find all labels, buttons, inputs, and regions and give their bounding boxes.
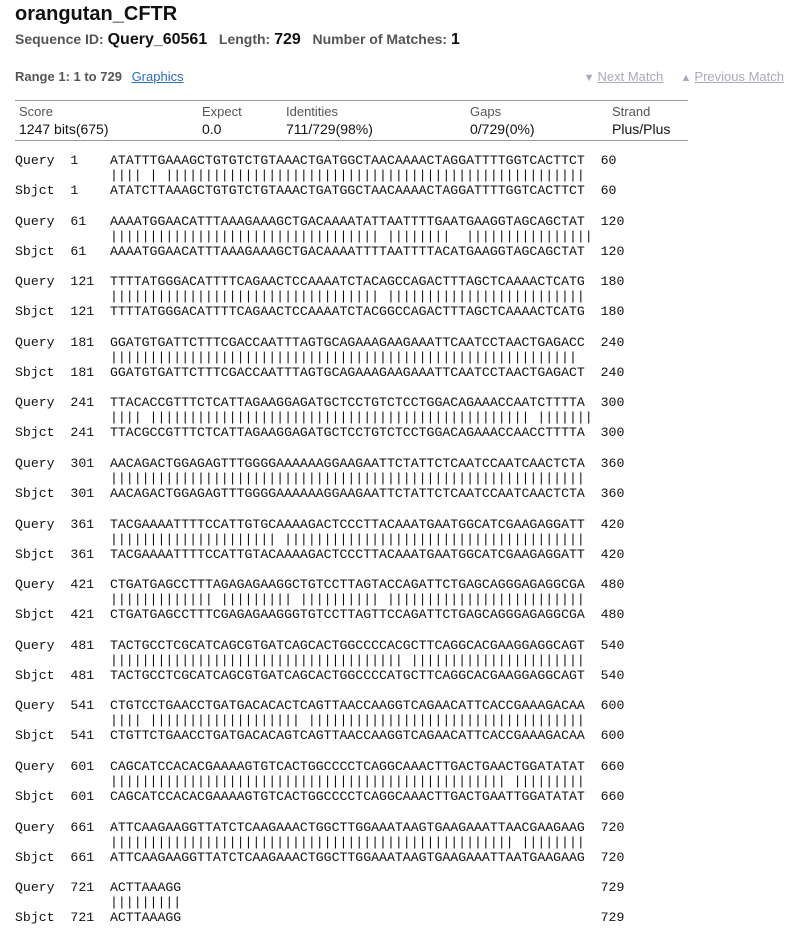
match-markers: ||||||||||||| ||||||||| |||||||||| ||||||||||||||||||||||||| <box>109 592 585 608</box>
subject-label: Sbjct <box>15 364 71 380</box>
subject-start: 721 <box>70 910 110 926</box>
match-spacer <box>15 774 110 789</box>
subject-label: Sbjct <box>15 607 71 623</box>
page-title: orangutan_CFTR <box>15 3 178 25</box>
query-line <box>15 456 624 471</box>
match-spacer <box>15 229 110 244</box>
subject-start: 661 <box>70 849 110 865</box>
match-spacer <box>15 592 110 607</box>
match-spacer <box>15 350 110 365</box>
subject-sequence: GGATGTGATTCTTTCGACCAATTTAGTGCAGAAAGAAGAAATTCAATCCTAACTGAGACT <box>109 364 601 380</box>
query-label: Query <box>15 698 71 714</box>
matches-label: Number of Matches: <box>312 31 448 47</box>
alignment-block <box>15 759 624 820</box>
query-sequence: TACGAAAATTTTCCATTGTGCAAAAGACTCCCTTACAAATGAATGGCATCGAAGAGGATT <box>109 516 601 532</box>
subject-label: Sbjct <box>15 910 71 926</box>
match-line <box>15 350 624 365</box>
stats-identities: 711/729(98%) <box>282 119 466 141</box>
stats-header-identities: Identities <box>282 101 466 120</box>
alignment-block <box>15 274 624 335</box>
query-end: 360 <box>600 455 625 471</box>
match-line <box>15 653 624 668</box>
subject-line <box>15 486 624 501</box>
query-line <box>15 214 624 229</box>
subject-label: Sbjct <box>15 788 71 804</box>
subject-label: Sbjct <box>15 849 71 865</box>
subject-start: 1 <box>70 183 110 198</box>
query-label: Query <box>15 153 71 168</box>
subject-line <box>15 304 624 319</box>
subject-start: 181 <box>70 364 110 380</box>
subject-start: 601 <box>70 788 110 804</box>
query-start: 721 <box>70 880 110 896</box>
query-start: 61 <box>70 213 110 229</box>
match-markers: ||||||||||||||||||||||||||||||||||||||||||||||||||||||||||| <box>109 349 585 365</box>
query-line <box>15 517 624 532</box>
match-markers: |||||||||||||||||||||||||||||||||||||||||||||||||| ||||||||| <box>109 773 585 789</box>
query-label: Query <box>15 455 71 471</box>
query-line <box>15 274 624 289</box>
subject-line <box>15 728 624 743</box>
query-label: Query <box>15 637 71 653</box>
query-label: Query <box>15 758 71 774</box>
previous-match-link[interactable]: Previous Match <box>694 69 784 84</box>
length-value: 729 <box>274 31 301 48</box>
stats-header-strand: Strand <box>608 101 688 120</box>
match-spacer <box>15 471 110 486</box>
subject-start: 361 <box>70 546 110 562</box>
match-spacer <box>15 532 110 547</box>
subject-label: Sbjct <box>15 304 71 320</box>
subject-start: 541 <box>70 728 110 744</box>
subject-sequence: TACGAAAATTTTCCATTGTACAAAAGACTCCCTTACAAATGAATGGCATCGAAGAGGATT <box>109 546 601 562</box>
query-start: 1 <box>70 153 110 168</box>
query-end: 660 <box>600 758 625 774</box>
query-label: Query <box>15 274 71 290</box>
alignment-block <box>15 214 624 275</box>
subject-label: Sbjct <box>15 485 71 501</box>
match-markers: ||||||||||||||||||||||||||||||||||||||||||||||||||| |||||||| <box>109 834 585 850</box>
query-label: Query <box>15 577 71 593</box>
up-triangle-icon: ▲ <box>680 72 692 84</box>
match-markers: |||||||||||||||||||||||||||||||||||||||||||||||||||||||||||| <box>109 470 585 486</box>
query-label: Query <box>15 516 71 532</box>
match-spacer <box>15 895 110 910</box>
match-line <box>15 410 624 425</box>
subject-line <box>15 183 624 198</box>
query-end: 729 <box>600 880 625 896</box>
match-markers: ||||||||| <box>109 895 182 911</box>
subject-sequence: AACAGACTGGAGAGTTTGGGGAAAAAAGGAAGAATTCTATTCTCAATCCAATCAACTCTA <box>109 485 601 501</box>
query-sequence: ATATTTGAAAGCTGTGTCTGTAAACTGATGGCTAACAAAACTAGGATTTTGGTCACTTCT <box>109 153 601 168</box>
alignment-block <box>15 577 624 638</box>
query-end: 300 <box>600 395 625 411</box>
query-sequence: TTTTATGGGACATTTTCAGAACTCCAAAATCTACAGCCAGACTTTAGCTCAAAACTCATG <box>109 274 601 290</box>
stats-score: 1247 bits(675) <box>15 119 198 141</box>
stats-gaps: 0/729(0%) <box>466 119 608 141</box>
match-line <box>15 592 624 607</box>
query-start: 361 <box>70 516 110 532</box>
query-line <box>15 880 624 895</box>
query-line <box>15 638 624 653</box>
stats-expect: 0.0 <box>198 119 282 141</box>
query-label: Query <box>15 213 71 229</box>
subject-end: 420 <box>600 546 625 562</box>
query-label: Query <box>15 819 71 835</box>
query-label: Query <box>15 880 71 896</box>
match-line <box>15 713 624 728</box>
stats-header-score: Score <box>15 101 198 120</box>
alignment-stats-table <box>15 100 688 141</box>
match-markers: |||| | ||||||||||||||||||||||||||||||||||||||||||||||||||||| <box>109 168 585 183</box>
subject-start: 301 <box>70 485 110 501</box>
match-line <box>15 774 624 789</box>
match-navigation <box>584 69 784 84</box>
next-match-link[interactable]: Next Match <box>597 69 664 84</box>
query-line <box>15 820 624 835</box>
query-start: 481 <box>70 637 110 653</box>
match-spacer <box>15 835 110 850</box>
match-spacer <box>15 653 110 668</box>
query-sequence: CTGATGAGCCTTTAGAGAGAAGGCTGTCCTTAGTACCAGATTCTGAGCAGGGAGAGGCGA <box>109 577 601 593</box>
subject-line <box>15 365 624 380</box>
match-markers: ||||||||||||||||||||| |||||||||||||||||||||||||||||||||||||| <box>109 531 585 547</box>
match-markers: |||||||||||||||||||||||||||||||||| |||||||| |||||||||||||||| <box>109 228 593 244</box>
subject-label: Sbjct <box>15 546 71 562</box>
query-start: 301 <box>70 455 110 471</box>
graphics-link[interactable]: Graphics <box>131 69 184 84</box>
query-end: 480 <box>600 577 625 593</box>
query-sequence: CAGCATCCACACGAAAAGTGTCACTGGCCCCTCAGGCAAACTTGACTGAACTGGATATAT <box>109 758 601 774</box>
subject-end: 60 <box>600 183 617 198</box>
stats-header-row <box>15 101 688 120</box>
subject-sequence: TTTTATGGGACATTTTCAGAACTCCAAAATCTACGGCCAGACTTTAGCTCAAAACTCATG <box>109 304 601 320</box>
match-line <box>15 895 624 910</box>
alignment-view <box>15 153 624 941</box>
matches-value: 1 <box>450 31 460 48</box>
query-start: 241 <box>70 395 110 411</box>
subject-label: Sbjct <box>15 243 71 259</box>
stats-header-expect: Expect <box>198 101 282 120</box>
match-line <box>15 835 624 850</box>
subject-end: 729 <box>600 910 625 926</box>
subject-end: 480 <box>600 607 625 623</box>
query-end: 420 <box>600 516 625 532</box>
subject-sequence: ATATCTTAAAGCTGTGTCTGTAAACTGATGGCTAACAAAACTAGGATTTTGGTCACTTCT <box>109 183 601 198</box>
query-end: 720 <box>600 819 625 835</box>
query-sequence: TACTGCCTCGCATCAGCGTGATCAGCACTGGCCCCACGCTTCAGGCACGAAGGAGGCAGT <box>109 637 601 653</box>
subject-end: 300 <box>600 425 625 441</box>
query-sequence: AACAGACTGGAGAGTTTGGGGAAAAAAGGAAGAATTCTATTCTCAATCCAATCAACTCTA <box>109 455 601 471</box>
length-label: Length: <box>218 31 271 47</box>
subject-sequence: TTACGCCGTTTCTCATTAGAAGGAGATGCTCCTGTCTCCTGGACAGAAACCAACCTTTTA <box>109 425 601 441</box>
query-sequence: AAAATGGAACATTTAAAGAAAGCTGACAAAATATTAATTTTGAATGAAGGTAGCAGCTAT <box>109 213 601 229</box>
query-line <box>15 153 624 168</box>
query-sequence: ACTTAAAGG <box>109 880 601 896</box>
alignment-block <box>15 820 624 881</box>
query-end: 120 <box>600 213 625 229</box>
subject-end: 240 <box>600 364 625 380</box>
match-spacer <box>15 289 110 304</box>
query-start: 181 <box>70 334 110 350</box>
match-line <box>15 532 624 547</box>
match-line <box>15 289 624 304</box>
stats-value-row <box>15 119 688 141</box>
stats-strand: Plus/Plus <box>608 119 688 141</box>
subject-label: Sbjct <box>15 425 71 441</box>
subject-line <box>15 668 624 683</box>
sequence-id-value: Query_60561 <box>107 31 208 48</box>
query-label: Query <box>15 395 71 411</box>
subject-start: 481 <box>70 667 110 683</box>
subject-line <box>15 789 624 804</box>
match-spacer <box>15 713 110 728</box>
alignment-block <box>15 153 624 214</box>
query-line <box>15 395 624 410</box>
subject-label: Sbjct <box>15 183 71 198</box>
subject-line <box>15 425 624 440</box>
match-markers: ||||||||||||||||||||||||||||||||||||| |||||||||||||||||||||| <box>109 652 585 668</box>
query-start: 601 <box>70 758 110 774</box>
match-line <box>15 168 624 183</box>
match-markers: |||| ||||||||||||||||||| ||||||||||||||||||||||||||||||||||| <box>109 713 585 729</box>
subject-sequence: AAAATGGAACATTTAAAGAAAGCTGACAAAATTTTAATTTTACATGAAGGTAGCAGCTAT <box>109 243 601 259</box>
sequence-id-label: Sequence ID: <box>15 31 104 47</box>
alignment-block <box>15 456 624 517</box>
subject-end: 600 <box>600 728 625 744</box>
subject-sequence: CTGATGAGCCTTTCGAGAGAAGGGTGTCCTTAGTTCCAGATTCTGAGCAGGGAGAGGCGA <box>109 607 601 623</box>
subject-sequence: TACTGCCTCGCATCAGCGTGATCAGCACTGGCCCCATGCTTCAGGCACGAAGGAGGCAGT <box>109 667 601 683</box>
query-end: 180 <box>600 274 625 290</box>
subject-end: 360 <box>600 485 625 501</box>
query-start: 661 <box>70 819 110 835</box>
down-triangle-icon: ▼ <box>583 72 595 84</box>
subject-label: Sbjct <box>15 728 71 744</box>
query-start: 421 <box>70 577 110 593</box>
stats-header-gaps: Gaps <box>466 101 608 120</box>
query-line <box>15 335 624 350</box>
query-start: 541 <box>70 698 110 714</box>
subject-label: Sbjct <box>15 667 71 683</box>
query-line <box>15 577 624 592</box>
subject-end: 120 <box>600 243 625 259</box>
query-sequence: ATTCAAGAAGGTTATCTCAAGAAACTGGCTTGGAAATAAGTGAAGAAATTAACGAAGAAG <box>109 819 601 835</box>
match-line <box>15 471 624 486</box>
subject-start: 61 <box>70 243 110 259</box>
subject-line <box>15 547 624 562</box>
match-markers: |||| |||||||||||||||||||||||||||||||||||||||||||||||| ||||||| <box>109 410 593 426</box>
alignment-block <box>15 395 624 456</box>
query-end: 600 <box>600 698 625 714</box>
subject-end: 540 <box>600 667 625 683</box>
subject-sequence: CAGCATCCACACGAAAAGTGTCACTGGCCCCTCAGGCAAACTTGACTGAATTGGATATAT <box>109 788 601 804</box>
range-header <box>15 69 184 84</box>
subject-end: 660 <box>600 788 625 804</box>
alignment-block <box>15 335 624 396</box>
query-end: 240 <box>600 334 625 350</box>
subject-start: 421 <box>70 607 110 623</box>
alignment-block <box>15 880 624 941</box>
subject-line <box>15 607 624 622</box>
subject-line <box>15 850 624 865</box>
query-end: 60 <box>600 153 617 168</box>
alignment-block <box>15 638 624 699</box>
range-label: Range 1: 1 to 729 <box>15 69 122 84</box>
match-spacer <box>15 168 110 183</box>
match-line <box>15 229 624 244</box>
subject-start: 241 <box>70 425 110 441</box>
sequence-meta <box>15 31 460 49</box>
query-start: 121 <box>70 274 110 290</box>
query-label: Query <box>15 334 71 350</box>
subject-start: 121 <box>70 304 110 320</box>
query-end: 540 <box>600 637 625 653</box>
query-sequence: CTGTCCTGAACCTGATGACACACTCAGTTAACCAAGGTCAGAACATTCACCGAAAGACAA <box>109 698 601 714</box>
subject-sequence: ATTCAAGAAGGTTATCTCAAGAAACTGGCTTGGAAATAAGTGAAGAAATTAATGAAGAAG <box>109 849 601 865</box>
subject-sequence: CTGTTCTGAACCTGATGACACAGTCAGTTAACCAAGGTCAGAACATTCACCGAAAGACAA <box>109 728 601 744</box>
query-line <box>15 759 624 774</box>
query-sequence: GGATGTGATTCTTTCGACCAATTTAGTGCAGAAAGAAGAAATTCAATCCTAACTGAGACC <box>109 334 601 350</box>
subject-line <box>15 910 624 925</box>
match-markers: |||||||||||||||||||||||||||||||||| ||||||||||||||||||||||||| <box>109 289 585 305</box>
match-spacer <box>15 410 110 425</box>
query-line <box>15 698 624 713</box>
query-sequence: TTACACCGTTTCTCATTAGAAGGAGATGCTCCTGTCTCCTGGACAGAAACCAATCTTTTA <box>109 395 601 411</box>
alignment-block <box>15 517 624 578</box>
subject-end: 180 <box>600 304 625 320</box>
subject-end: 720 <box>600 849 625 865</box>
subject-line <box>15 244 624 259</box>
subject-sequence: ACTTAAAGG <box>109 910 601 926</box>
alignment-block <box>15 698 624 759</box>
